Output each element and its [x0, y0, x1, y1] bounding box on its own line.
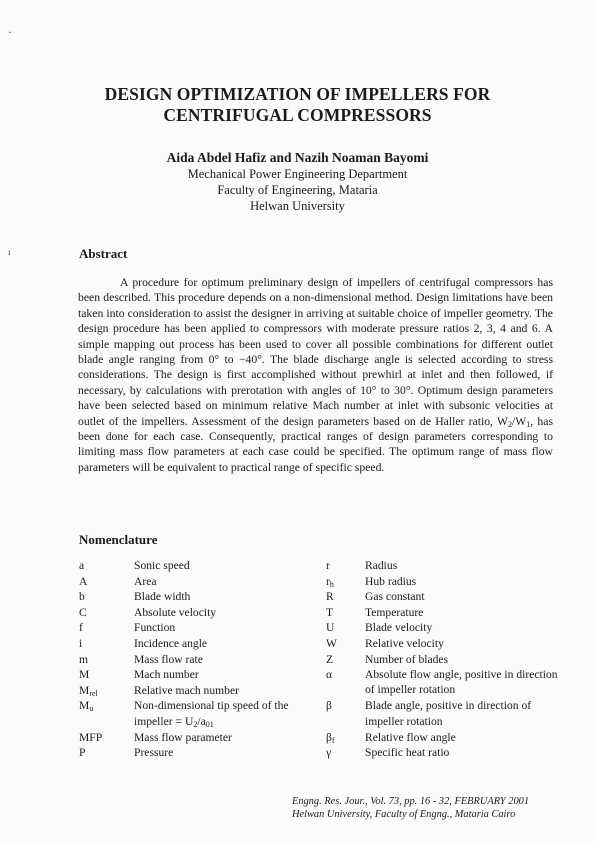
- nomenclature-description: Area: [134, 574, 157, 588]
- nomenclature-symbol: $M_u$: [79, 699, 94, 714]
- nomenclature-description: Relative velocity: [365, 636, 444, 650]
- nomenclature-item: [326, 730, 566, 746]
- nomenclature-item: [79, 589, 329, 605]
- nomenclature-description: Gas constant: [365, 590, 425, 604]
- nomenclature-item: [326, 605, 566, 621]
- nomenclature-item: [326, 667, 566, 698]
- nomenclature-symbol: a: [79, 559, 85, 572]
- journal-affiliation: Helwan University, Faculty of Engng., Mataria Cairo: [292, 809, 516, 820]
- nomenclature-symbol: b: [79, 590, 85, 604]
- nomenclature-symbol: f: [79, 621, 83, 635]
- affiliation-line: Helwan University: [250, 199, 345, 213]
- nomenclature-symbol: C: [79, 605, 87, 619]
- nomenclature-heading: Nomenclature: [79, 532, 158, 547]
- journal-reference: Engng. Res. Jour., Vol. 73, pp. 16 - 32, FEBRUARY 2001: [292, 796, 530, 807]
- nomenclature-item: [79, 636, 329, 652]
- nomenclature-symbol: W: [326, 636, 337, 650]
- nomenclature-item: [326, 558, 566, 574]
- nomenclature-item: [79, 574, 329, 590]
- nomenclature-description: Function: [134, 621, 176, 635]
- nomenclature-item: [79, 652, 329, 668]
- title-line: DESIGN OPTIMIZATION OF IMPELLERS FOR: [104, 84, 491, 104]
- nomenclature-symbol: $M_{rel}$: [79, 683, 98, 698]
- nomenclature-item: [79, 683, 329, 699]
- nomenclature-symbol: r: [326, 559, 330, 572]
- nomenclature-symbol: i: [79, 636, 83, 650]
- nomenclature-symbol: M: [79, 668, 90, 682]
- nomenclature-item: [326, 636, 566, 652]
- nomenclature-item: [79, 730, 329, 746]
- nomenclature-symbol: $\beta_f$: [326, 730, 335, 745]
- nomenclature-item: [79, 605, 329, 621]
- nomenclature-description: Hub radius: [365, 574, 417, 588]
- title-line: CENTRIFUGAL COMPRESSORS: [163, 105, 432, 125]
- nomenclature-item: [79, 745, 332, 761]
- nomenclature-description: Mass flow rate: [134, 652, 203, 666]
- nomenclature-symbol: T: [326, 605, 334, 619]
- nomenclature-symbol: R: [326, 590, 334, 604]
- nomenclature-symbol: A: [79, 574, 88, 588]
- nomenclature-item: [79, 698, 329, 729]
- nomenclature-item: [79, 667, 329, 683]
- nomenclature-description: Blade angle, positive in direction of impeller rotation: [365, 699, 532, 728]
- nomenclature-symbol: β: [326, 699, 332, 713]
- nomenclature-description: Temperature: [365, 605, 424, 619]
- nomenclature-item: [79, 558, 329, 574]
- nomenclature-description: Non-dimensional tip speed of the impeller = $U_2/a_{01}$: [134, 699, 289, 729]
- nomenclature-symbol: Z: [326, 652, 334, 666]
- nomenclature-symbol: γ: [326, 746, 332, 760]
- scan-mark: ⁱ: [8, 248, 11, 262]
- nomenclature-description: Pressure: [134, 746, 174, 760]
- nomenclature-symbol: m: [79, 652, 89, 666]
- nomenclature-symbol: P: [79, 746, 86, 760]
- affiliation-line: Faculty of Engineering, Mataria: [217, 183, 378, 197]
- nomenclature-description: Absolute flow angle, positive in direction of impeller rotation: [365, 668, 558, 697]
- nomenclature-description: Relative flow angle: [365, 730, 456, 744]
- nomenclature-description: Number of blades: [365, 652, 449, 666]
- nomenclature-description: Sonic speed: [134, 559, 190, 572]
- nomenclature-description: Specific heat ratio: [365, 746, 450, 760]
- nomenclature-symbol: $r_h$: [326, 574, 334, 589]
- authors: Aida Abdel Hafiz and Nazih Noaman Bayomi: [166, 150, 429, 165]
- nomenclature-item: [326, 574, 566, 590]
- nomenclature-symbol: α: [326, 668, 333, 682]
- abstract-heading: Abstract: [79, 246, 128, 261]
- nomenclature-description: Mass flow parameter: [134, 730, 232, 744]
- nomenclature-description: Incidence angle: [134, 636, 208, 650]
- nomenclature-item: [326, 745, 566, 761]
- nomenclature-description: Relative mach number: [134, 683, 239, 697]
- nomenclature-description: Blade velocity: [365, 621, 433, 635]
- scan-mark: ·: [8, 25, 12, 39]
- nomenclature-description: Absolute velocity: [134, 605, 217, 619]
- nomenclature-item: [326, 652, 566, 668]
- nomenclature-description: Mach number: [134, 668, 199, 682]
- nomenclature-column-right: [326, 558, 566, 761]
- nomenclature-item: [326, 698, 566, 729]
- abstract-text: A procedure for optimum preliminary design of impellers of centrifugal compressors has been described. This procedure depends on a non-dimensional method. Design limitations have been taken into consideration to assist the designer in arriving at suitable choice of impeller geometry. The design procedure has been applied to compressors with moderate pressure ratios 2, 3, 4 and 6. A simple mapping out process has been used to cover all possible combinations for different outlet blade angle ranging from 0° to −40°. The blade discharge angle is selected according to stress considerations. The design is first accomplished without prewhirl at inlet and then followed, if necessary, by calculations with prerotation with angles of 10° to 30°. Optimum design parameters have been selected based on minimum relative Mach number at inlet with subsonic velocities at outlet of the impellers. Assessment of the design parameters based on de Haller ratio, $W_2/W_1$, has been done for each case. Consequently, practical ranges of design parameters corresponding to limiting mass flow parameters at each case could be specified. The optimum range of mass flow parameters will be equivalent to practical range of specific speed.: [78, 276, 553, 474]
- nomenclature-item: [79, 620, 329, 636]
- nomenclature-description: Radius: [365, 559, 398, 572]
- nomenclature-description: Blade width: [134, 590, 191, 604]
- nomenclature-item: [326, 589, 566, 605]
- nomenclature-symbol: U: [326, 621, 335, 635]
- affiliation-line: Mechanical Power Engineering Department: [187, 167, 408, 181]
- nomenclature-item: [326, 620, 566, 636]
- nomenclature-symbol: MFP: [79, 730, 103, 744]
- paper-title: [60, 84, 535, 126]
